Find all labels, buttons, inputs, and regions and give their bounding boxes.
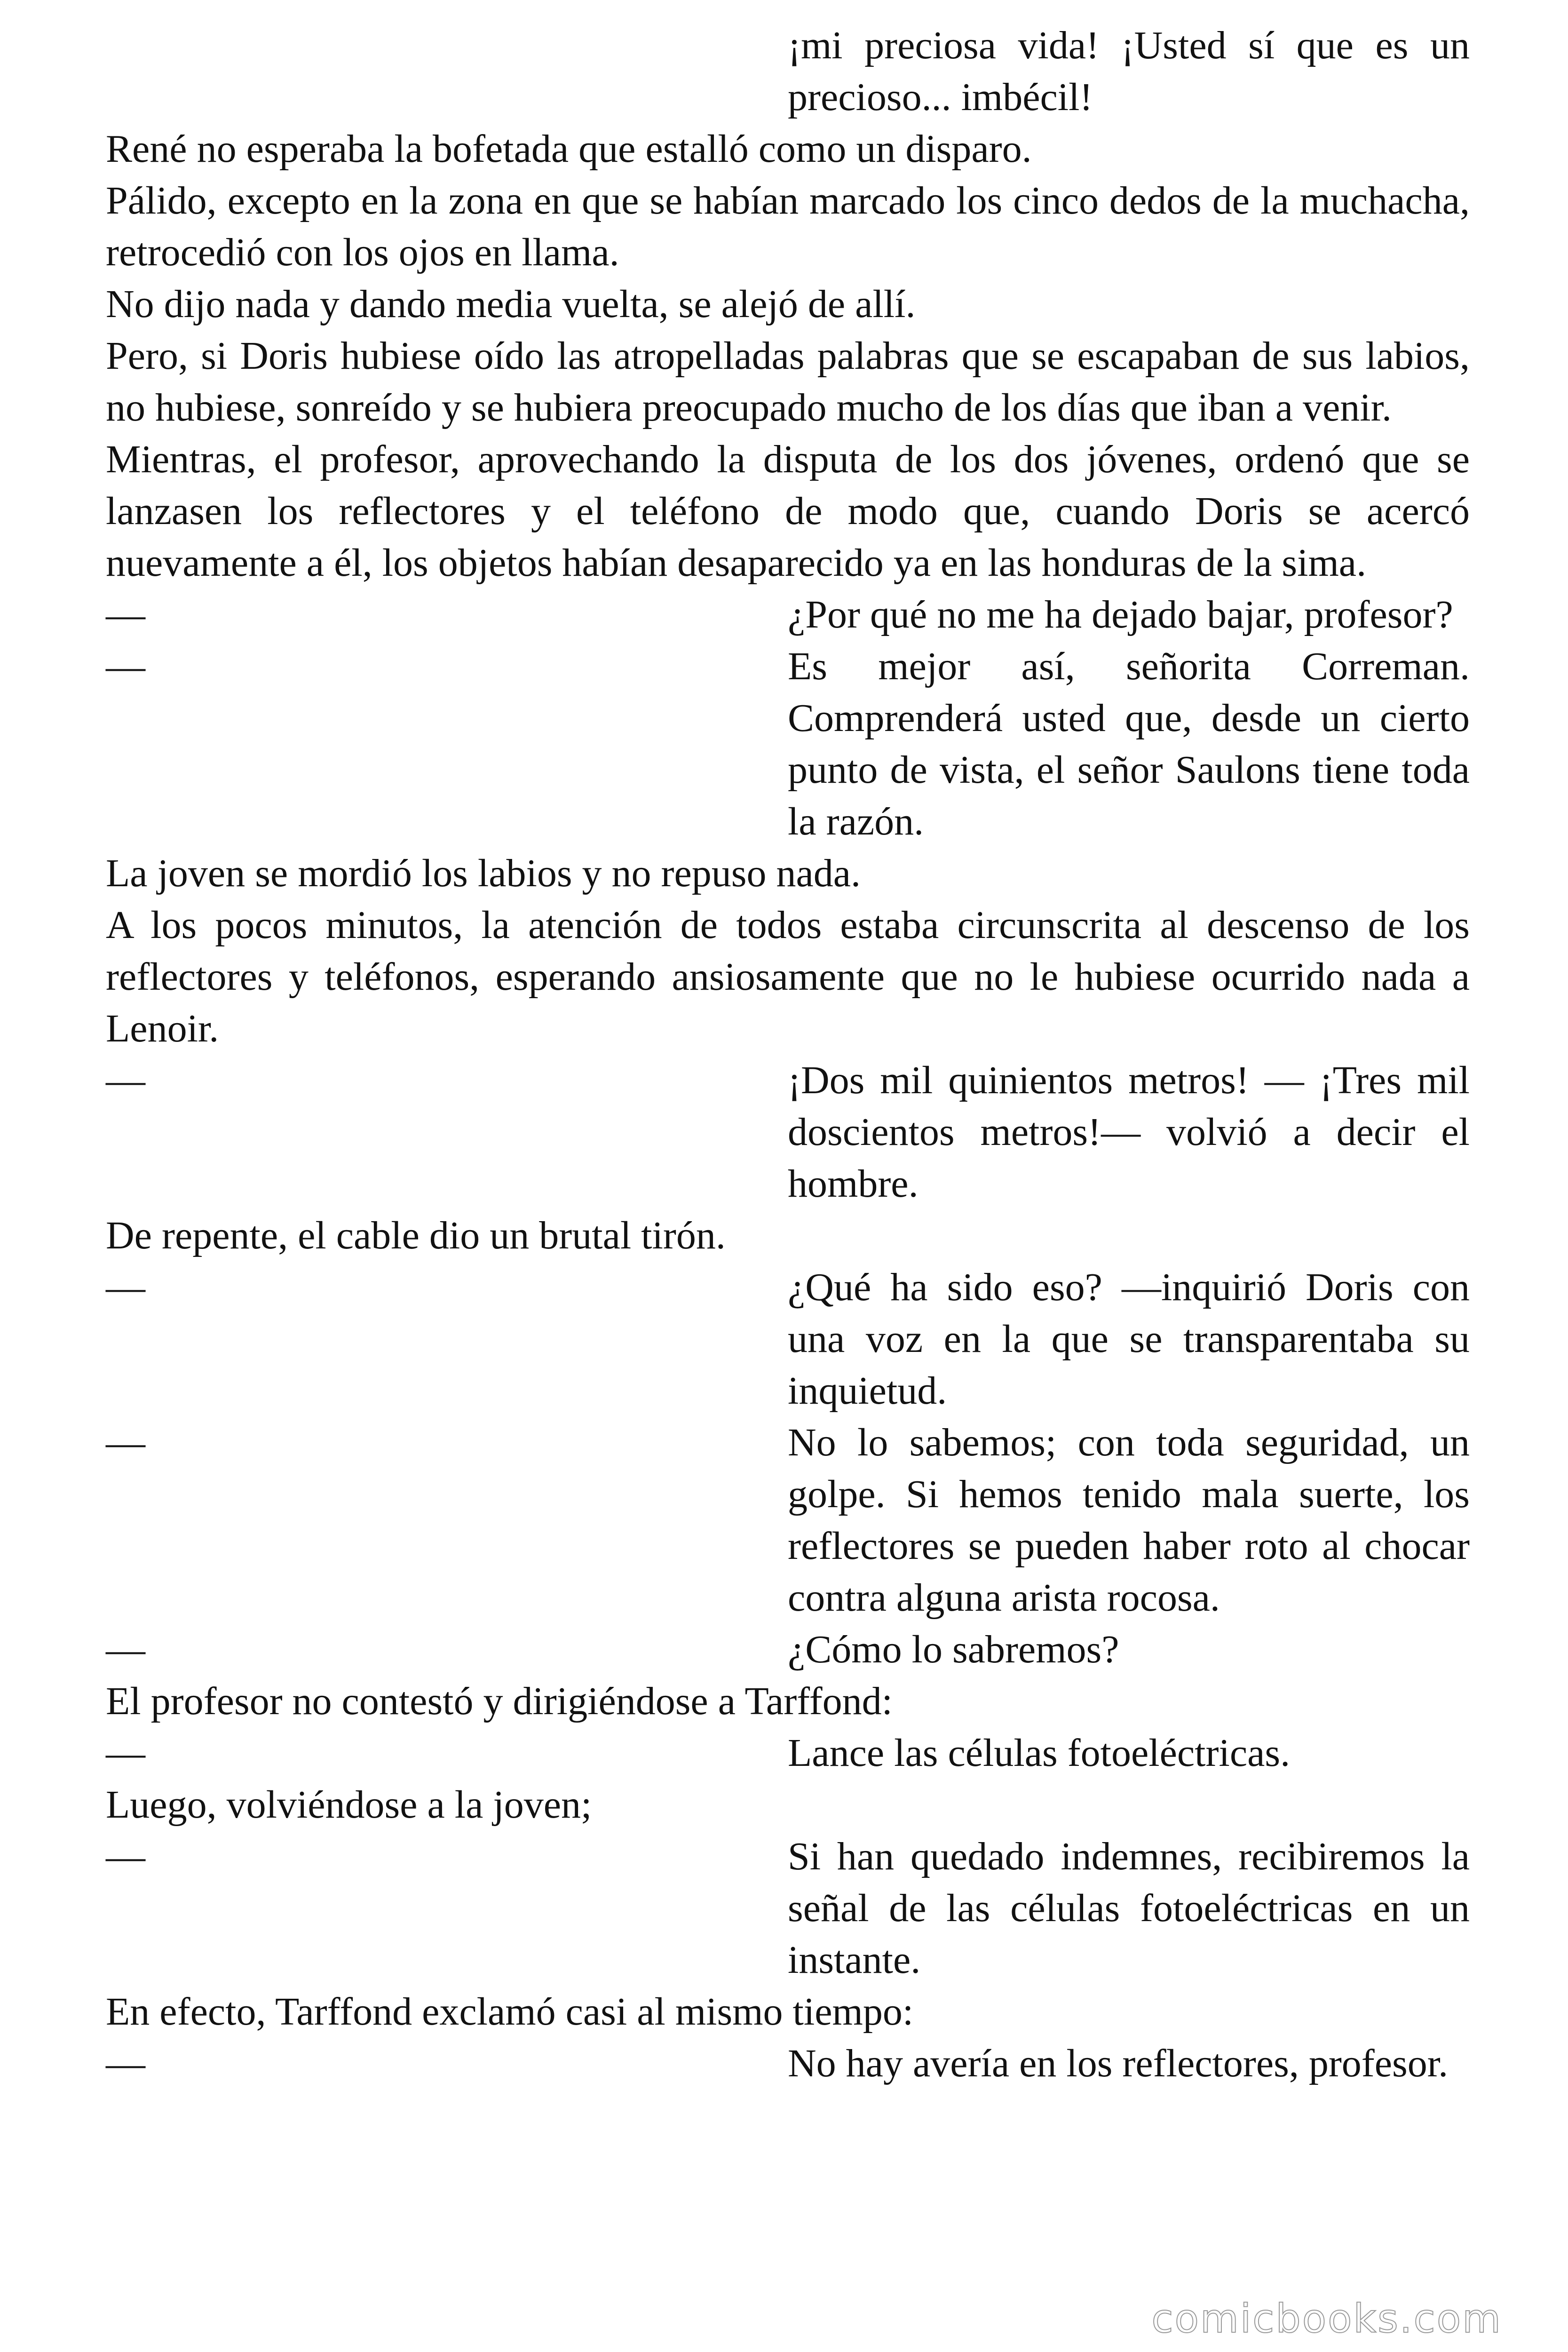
dialogue-dash: — bbox=[106, 2042, 145, 2085]
dialogue-line bbox=[106, 1831, 1470, 1986]
dialogue-line bbox=[106, 1262, 1470, 1417]
dialogue-line bbox=[106, 641, 1470, 848]
dialogue-speech: No hay avería en los reflectores, profesor. bbox=[788, 2042, 1449, 2085]
dialogue-line bbox=[106, 589, 1470, 641]
dialogue-speech: Es mejor así, señorita Correman. Comprenderá usted que, desde un cierto punto de vista, el señor Saulons tiene toda la razón. bbox=[788, 644, 1470, 843]
dialogue-line bbox=[106, 1055, 1470, 1210]
dialogue-dash: — bbox=[106, 1731, 145, 1775]
paragraph: De repente, el cable dio un brutal tirón. bbox=[106, 1214, 726, 1257]
dialogue-dash: — bbox=[106, 1628, 145, 1671]
dialogue-speech: No lo sabemos; con toda seguridad, un golpe. Si hemos tenido mala suerte, los reflectores se pueden haber roto al chocar contra alguna arista rocosa. bbox=[788, 1421, 1470, 1620]
paragraph: El profesor no contestó y dirigiéndose a Tarffond: bbox=[106, 1679, 893, 1723]
paragraph: Pálido, excepto en la zona en que se habían marcado los cinco dedos de la muchacha, retrocedió con los ojos en llama. bbox=[106, 179, 1470, 274]
dialogue-dash: — bbox=[106, 1421, 145, 1464]
paragraph: No dijo nada y dando media vuelta, se alejó de allí. bbox=[106, 282, 916, 326]
dialogue-dash: — bbox=[106, 1058, 145, 1102]
paragraph: A los pocos minutos, la atención de todos estaba circunscrita al descenso de los reflectores y teléfonos, esperando ansiosamente que no le hubiese ocurrido nada a Lenoir. bbox=[106, 903, 1470, 1050]
paragraph: La joven se mordió los labios y no repuso nada. bbox=[106, 851, 861, 895]
dialogue-line bbox=[106, 1727, 1470, 1779]
dialogue-line bbox=[106, 1417, 1470, 1624]
dialogue-speech: ¡Dos mil quinientos metros! — ¡Tres mil doscientos metros!— volvió a decir el hombre. bbox=[788, 1058, 1470, 1206]
dialogue-speech: ¿Por qué no me ha dejado bajar, profesor? bbox=[788, 593, 1453, 636]
dialogue-speech: Lance las células fotoeléctricas. bbox=[788, 1731, 1291, 1775]
dialogue-speech: ¿Qué ha sido eso? —inquirió Doris con una voz en la que se transparentaba su inquietud. bbox=[788, 1265, 1470, 1413]
dialogue-speech: Si han quedado indemnes, recibiremos la señal de las células fotoeléctricas en un instante. bbox=[788, 1835, 1470, 1982]
dialogue-dash: — bbox=[106, 644, 145, 688]
page-text bbox=[106, 20, 1470, 2090]
dialogue-dash: — bbox=[106, 593, 145, 636]
dialogue-line bbox=[106, 1624, 1470, 1676]
paragraph: Mientras, el profesor, aprovechando la disputa de los dos jóvenes, ordenó que se lanzasen los reflectores y el teléfono de modo que, cuando Doris se acercó nuevamente a él, los objetos habían desaparecido ya en las honduras de la sima. bbox=[106, 437, 1470, 585]
dialogue-line bbox=[106, 2038, 1470, 2090]
dialogue-continuation: ¡mi preciosa vida! ¡Usted sí que es un precioso... imbécil! bbox=[788, 24, 1470, 119]
dialogue-speech: ¿Cómo lo sabremos? bbox=[788, 1628, 1119, 1671]
paragraph: René no esperaba la bofetada que estalló como un disparo. bbox=[106, 127, 1032, 171]
dialogue-dash: — bbox=[106, 1835, 145, 1878]
paragraph: Pero, si Doris hubiese oído las atropelladas palabras que se escapaban de sus labios, no hubiese, sonreído y se hubiera preocupado mucho de los días que iban a venir. bbox=[106, 334, 1470, 429]
paragraph: En efecto, Tarffond exclamó casi al mismo tiempo: bbox=[106, 1990, 914, 2034]
paragraph: Luego, volviéndose a la joven; bbox=[106, 1783, 592, 1827]
watermark: comicbooks.com bbox=[1151, 2296, 1502, 2342]
dialogue-dash: — bbox=[106, 1265, 145, 1309]
